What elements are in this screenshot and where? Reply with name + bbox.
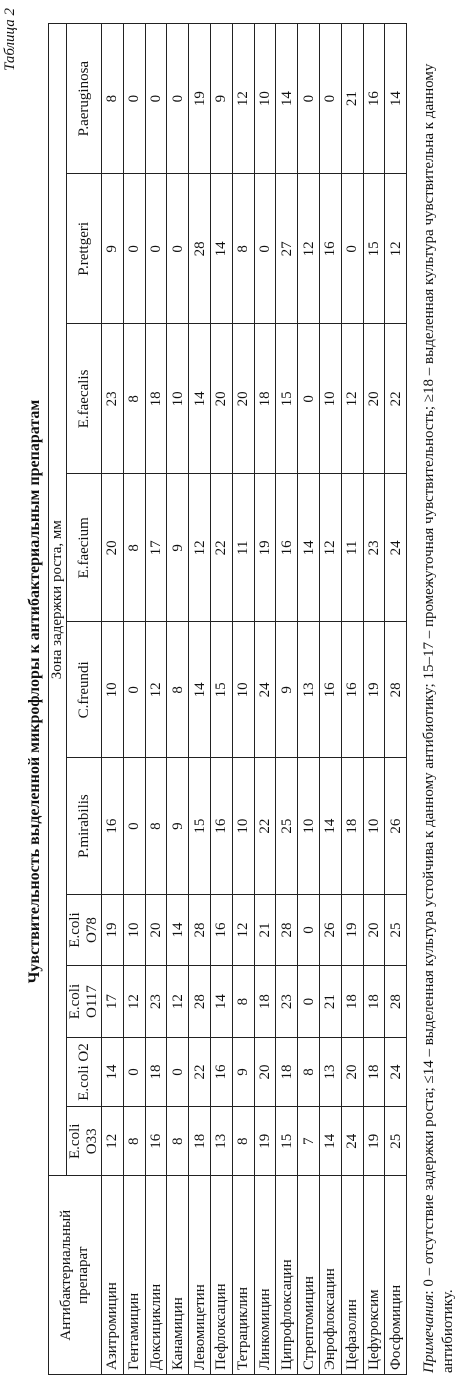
value-cell: 12 xyxy=(145,622,167,758)
table-body xyxy=(102,24,407,1375)
value-cell: 8 xyxy=(123,474,145,622)
value-cell: 19 xyxy=(363,622,385,758)
value-cell: 14 xyxy=(385,24,407,174)
value-cell: 14 xyxy=(210,966,232,1038)
value-cell: 8 xyxy=(232,174,254,324)
value-cell: 12 xyxy=(385,174,407,324)
value-cell: 9 xyxy=(232,1037,254,1106)
value-cell: 25 xyxy=(385,894,407,966)
value-cell: 12 xyxy=(319,474,341,622)
value-cell: 14 xyxy=(167,894,189,966)
value-cell: 18 xyxy=(341,758,363,894)
value-cell: 16 xyxy=(319,622,341,758)
susceptibility-table xyxy=(48,23,407,1375)
value-cell: 10 xyxy=(254,24,276,174)
value-cell: 8 xyxy=(167,622,189,758)
drug-name-cell: Фосфомицин xyxy=(385,1176,407,1375)
value-cell: 0 xyxy=(145,24,167,174)
value-cell: 0 xyxy=(123,622,145,758)
value-cell: 22 xyxy=(385,324,407,474)
value-cell: 10 xyxy=(102,622,124,758)
value-cell: 26 xyxy=(385,758,407,894)
value-cell: 8 xyxy=(167,1107,189,1176)
value-cell: 28 xyxy=(189,966,211,1038)
value-cell: 12 xyxy=(102,1107,124,1176)
value-cell: 12 xyxy=(232,894,254,966)
value-cell: 21 xyxy=(341,24,363,174)
value-cell: 23 xyxy=(276,966,298,1038)
value-cell: 17 xyxy=(145,474,167,622)
table-note xyxy=(420,13,458,1373)
value-cell: 12 xyxy=(123,966,145,1038)
value-cell: 8 xyxy=(102,24,124,174)
drug-name-cell: Линкомицин xyxy=(254,1176,276,1375)
value-cell: 8 xyxy=(145,758,167,894)
value-cell: 28 xyxy=(385,966,407,1038)
column-header: E.faecium xyxy=(67,474,102,622)
column-header: E.coli O33 xyxy=(67,1107,102,1176)
value-cell: 0 xyxy=(123,1037,145,1106)
value-cell: 0 xyxy=(341,174,363,324)
value-cell: 14 xyxy=(189,324,211,474)
drug-column-header: Антибактериальный препарат xyxy=(49,1176,102,1375)
value-cell: 20 xyxy=(145,894,167,966)
value-cell: 0 xyxy=(298,894,320,966)
value-cell: 19 xyxy=(254,474,276,622)
value-cell: 12 xyxy=(232,24,254,174)
table-row xyxy=(167,24,189,1375)
value-cell: 10 xyxy=(363,758,385,894)
table-row xyxy=(363,24,385,1375)
value-cell: 0 xyxy=(254,174,276,324)
drug-name-cell: Гентамицин xyxy=(123,1176,145,1375)
value-cell: 0 xyxy=(123,174,145,324)
column-header: E.coli O2 xyxy=(67,1037,102,1106)
table-row xyxy=(102,24,124,1375)
value-cell: 15 xyxy=(276,324,298,474)
drug-name-cell: Пефлоксацин xyxy=(210,1176,232,1375)
drug-name-cell: Ципрофлоксацин xyxy=(276,1176,298,1375)
value-cell: 15 xyxy=(276,1107,298,1176)
value-cell: 9 xyxy=(210,24,232,174)
value-cell: 18 xyxy=(363,1037,385,1106)
table-row xyxy=(298,24,320,1375)
value-cell: 8 xyxy=(123,1107,145,1176)
value-cell: 8 xyxy=(298,1037,320,1106)
value-cell: 20 xyxy=(254,1037,276,1106)
value-cell: 0 xyxy=(123,758,145,894)
value-cell: 12 xyxy=(167,966,189,1038)
value-cell: 25 xyxy=(385,1107,407,1176)
value-cell: 0 xyxy=(298,966,320,1038)
table-row xyxy=(210,24,232,1375)
table-title: Чувствительность выделенной микрофлоры к антибактериальным препаратам xyxy=(26,399,43,984)
value-cell: 14 xyxy=(319,758,341,894)
drug-name-cell: Цефазолин xyxy=(341,1176,363,1375)
value-cell: 18 xyxy=(341,966,363,1038)
value-cell: 14 xyxy=(276,24,298,174)
value-cell: 14 xyxy=(102,1037,124,1106)
value-cell: 0 xyxy=(167,24,189,174)
value-cell: 19 xyxy=(102,894,124,966)
value-cell: 8 xyxy=(232,1107,254,1176)
value-cell: 0 xyxy=(298,24,320,174)
value-cell: 24 xyxy=(385,474,407,622)
drug-name-cell: Энрофлоксацин xyxy=(319,1176,341,1375)
value-cell: 10 xyxy=(319,324,341,474)
value-cell: 0 xyxy=(319,24,341,174)
value-cell: 24 xyxy=(341,1107,363,1176)
column-header: P.mirabilis xyxy=(67,758,102,894)
value-cell: 16 xyxy=(363,24,385,174)
value-cell: 16 xyxy=(210,894,232,966)
note-text: : 0 – отсутствие задержки роста; ≤14 – выделенная культура устойчива к данному антибиотику; 15–17 – промежуточная чувствительность; ≥18 – выделенная культура чувствительна к данному антибиотику. xyxy=(421,63,456,1373)
value-cell: 12 xyxy=(298,174,320,324)
value-cell: 20 xyxy=(363,324,385,474)
value-cell: 14 xyxy=(189,622,211,758)
value-cell: 15 xyxy=(189,758,211,894)
value-cell: 22 xyxy=(254,758,276,894)
value-cell: 18 xyxy=(254,966,276,1038)
table-row xyxy=(123,24,145,1375)
value-cell: 20 xyxy=(210,324,232,474)
drug-name-cell: Стрептомицин xyxy=(298,1176,320,1375)
value-cell: 15 xyxy=(210,622,232,758)
value-cell: 8 xyxy=(123,324,145,474)
value-cell: 9 xyxy=(167,474,189,622)
table-row xyxy=(385,24,407,1375)
table-number: Таблица 2 xyxy=(2,8,18,71)
value-cell: 18 xyxy=(254,324,276,474)
value-cell: 0 xyxy=(145,174,167,324)
column-header-row xyxy=(67,24,102,1375)
drug-name-cell: Тетрациклин xyxy=(232,1176,254,1375)
value-cell: 18 xyxy=(189,1107,211,1176)
value-cell: 13 xyxy=(210,1107,232,1176)
value-cell: 18 xyxy=(145,324,167,474)
value-cell: 16 xyxy=(319,174,341,324)
value-cell: 20 xyxy=(341,1037,363,1106)
value-cell: 14 xyxy=(210,174,232,324)
value-cell: 17 xyxy=(102,966,124,1038)
value-cell: 12 xyxy=(341,324,363,474)
value-cell: 28 xyxy=(385,622,407,758)
value-cell: 19 xyxy=(363,1107,385,1176)
value-cell: 11 xyxy=(341,474,363,622)
value-cell: 23 xyxy=(102,324,124,474)
value-cell: 21 xyxy=(254,894,276,966)
value-cell: 0 xyxy=(167,1037,189,1106)
drug-name-cell: Канамицин xyxy=(167,1176,189,1375)
value-cell: 0 xyxy=(298,324,320,474)
drug-name-cell: Цефуроксим xyxy=(363,1176,385,1375)
value-cell: 8 xyxy=(232,966,254,1038)
value-cell: 13 xyxy=(298,622,320,758)
value-cell: 16 xyxy=(210,758,232,894)
value-cell: 10 xyxy=(298,758,320,894)
value-cell: 20 xyxy=(102,474,124,622)
table-row xyxy=(319,24,341,1375)
value-cell: 22 xyxy=(210,474,232,622)
value-cell: 24 xyxy=(254,622,276,758)
value-cell: 7 xyxy=(298,1107,320,1176)
value-cell: 11 xyxy=(232,474,254,622)
value-cell: 19 xyxy=(189,24,211,174)
table-row xyxy=(254,24,276,1375)
value-cell: 25 xyxy=(276,758,298,894)
value-cell: 28 xyxy=(276,894,298,966)
value-cell: 16 xyxy=(102,758,124,894)
table-row xyxy=(145,24,167,1375)
value-cell: 9 xyxy=(276,622,298,758)
value-cell: 22 xyxy=(189,1037,211,1106)
value-cell: 13 xyxy=(319,1037,341,1106)
column-header: E.coli O78 xyxy=(67,894,102,966)
value-cell: 27 xyxy=(276,174,298,324)
value-cell: 16 xyxy=(341,622,363,758)
value-cell: 23 xyxy=(363,474,385,622)
column-header: C.freundi xyxy=(67,622,102,758)
value-cell: 23 xyxy=(145,966,167,1038)
value-cell: 0 xyxy=(123,24,145,174)
value-cell: 10 xyxy=(232,622,254,758)
value-cell: 10 xyxy=(232,758,254,894)
zone-group-header: Зона задержки роста, мм xyxy=(49,24,67,1176)
value-cell: 18 xyxy=(145,1037,167,1106)
value-cell: 20 xyxy=(232,324,254,474)
column-header: P.aeruginosa xyxy=(67,24,102,174)
value-cell: 26 xyxy=(319,894,341,966)
value-cell: 10 xyxy=(167,324,189,474)
drug-name-cell: Доксициклин xyxy=(145,1176,167,1375)
value-cell: 0 xyxy=(167,174,189,324)
value-cell: 16 xyxy=(276,474,298,622)
value-cell: 16 xyxy=(145,1107,167,1176)
column-header: E.faecalis xyxy=(67,324,102,474)
value-cell: 15 xyxy=(363,174,385,324)
value-cell: 18 xyxy=(276,1037,298,1106)
value-cell: 24 xyxy=(385,1037,407,1106)
value-cell: 14 xyxy=(319,1107,341,1176)
value-cell: 9 xyxy=(167,758,189,894)
drug-name-cell: Левомицетин xyxy=(189,1176,211,1375)
value-cell: 12 xyxy=(189,474,211,622)
drug-name-cell: Азитромицин xyxy=(102,1176,124,1375)
value-cell: 14 xyxy=(298,474,320,622)
value-cell: 28 xyxy=(189,174,211,324)
table-row xyxy=(341,24,363,1375)
value-cell: 16 xyxy=(210,1037,232,1106)
table-row xyxy=(189,24,211,1375)
note-label: Примечания xyxy=(421,1294,437,1373)
column-header: E.coli O117 xyxy=(67,966,102,1038)
value-cell: 19 xyxy=(341,894,363,966)
table-row xyxy=(232,24,254,1375)
table-row xyxy=(276,24,298,1375)
value-cell: 10 xyxy=(123,894,145,966)
value-cell: 18 xyxy=(363,966,385,1038)
value-cell: 20 xyxy=(363,894,385,966)
column-header: P.rettgeri xyxy=(67,174,102,324)
value-cell: 28 xyxy=(189,894,211,966)
value-cell: 9 xyxy=(102,174,124,324)
value-cell: 19 xyxy=(254,1107,276,1176)
value-cell: 21 xyxy=(319,966,341,1038)
